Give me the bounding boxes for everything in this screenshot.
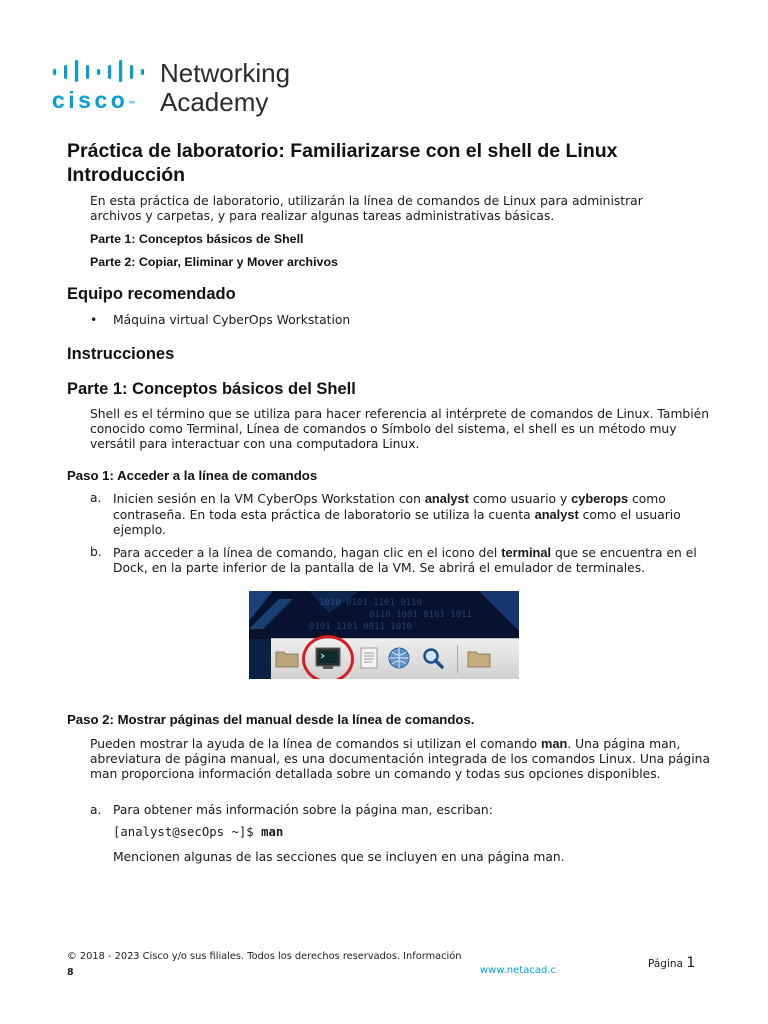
svg-text:0101 1101 0011 1010: 0101 1101 0011 1010: [309, 622, 412, 632]
step2-item-a: Para obtener más información sobre la página man, escriban:: [113, 803, 493, 817]
footer-number: 8: [67, 967, 74, 978]
logo-networking-text: Networking: [160, 58, 291, 88]
equipment-item: Máquina virtual CyberOps Workstation: [113, 313, 351, 327]
highlight-circle: [302, 635, 354, 679]
search-icon[interactable]: [421, 647, 445, 669]
cisco-networking-academy-logo: [52, 58, 312, 118]
footer-url-link[interactable]: www.netacad.c: [480, 965, 556, 976]
list-bullet: •: [90, 313, 98, 327]
cisco-wordmark: cisco™: [52, 87, 136, 113]
svg-text:0110 1001 0101 1011: 0110 1001 0101 1011: [369, 610, 472, 620]
step1-item-b: Para acceder a la línea de comando, hagan clic en el icono del terminal que se encuentra en el Dock, en la parte inferior de la pantalla de la VM. Se abrirá el emulador de terminales.: [113, 545, 697, 575]
part1-text: Shell es el término que se utiliza para hacer referencia al intérprete de comandos de Linux. También conocido como Terminal, Línea de comandos o Símbolo del sistema, el shell es un método muy versátil para interactuar con una computadora Linux.: [90, 407, 709, 451]
footer-copyright: © 2018 - 2023 Cisco y/o sus filiales. Todos los derechos reservados. Información: [67, 951, 462, 962]
web-browser-icon[interactable]: [387, 647, 411, 669]
dock-screenshot: [249, 591, 519, 679]
page-title: Práctica de laboratorio: Familiarizarse con el shell de Linux: [67, 140, 618, 162]
instructions-heading: Instrucciones: [67, 345, 175, 363]
home-folder-icon[interactable]: [467, 647, 491, 669]
intro-part2: Parte 2: Copiar, Eliminar y Mover archivos: [90, 255, 338, 269]
svg-text:1010 0101 1101 0110: 1010 0101 1101 0110: [319, 598, 422, 608]
intro-heading: Introducción: [67, 164, 186, 186]
logo-academy-text: Academy: [160, 87, 269, 117]
list-marker: a.: [90, 803, 102, 817]
step2-text: Pueden mostrar la ayuda de la línea de comandos si utilizan el comando man. Una página man, abreviatura de página manual, es una documentación integrada de los comandos Linux. Una página man proporciona información detallada sobre un comando y todas sus opciones disponibles.: [90, 736, 710, 781]
list-marker: a.: [90, 491, 102, 505]
text-editor-icon[interactable]: [357, 647, 381, 669]
dock-separator: [457, 645, 458, 673]
command-line: [analyst@secOps ~]$ man: [113, 825, 284, 839]
list-marker: b.: [90, 545, 102, 559]
folder-icon[interactable]: [275, 647, 299, 669]
equipment-heading: Equipo recomendado: [67, 285, 236, 303]
step2-heading: Paso 2: Mostrar páginas del manual desde la línea de comandos.: [67, 712, 475, 727]
step1-item-a: Inicien sesión en la VM CyberOps Workstation con analyst como usuario y cyberops como contraseña. En toda esta práctica de laboratorio se utiliza la cuenta analyst como el usuario ejemplo.: [113, 491, 681, 537]
step2-followup: Mencionen algunas de las secciones que se incluyen en una página man.: [113, 850, 565, 864]
intro-part1: Parte 1: Conceptos básicos de Shell: [90, 232, 304, 246]
step1-heading: Paso 1: Acceder a la línea de comandos: [67, 468, 318, 483]
footer-page-number: Página 1: [648, 955, 696, 971]
part1-heading: Parte 1: Conceptos básicos del Shell: [67, 380, 356, 398]
intro-text: En esta práctica de laboratorio, utilizarán la línea de comandos de Linux para administrar archivos y carpetas, y para realizar algunas tareas administrativas básicas.: [90, 194, 643, 223]
cisco-bars-icon: [52, 60, 144, 82]
